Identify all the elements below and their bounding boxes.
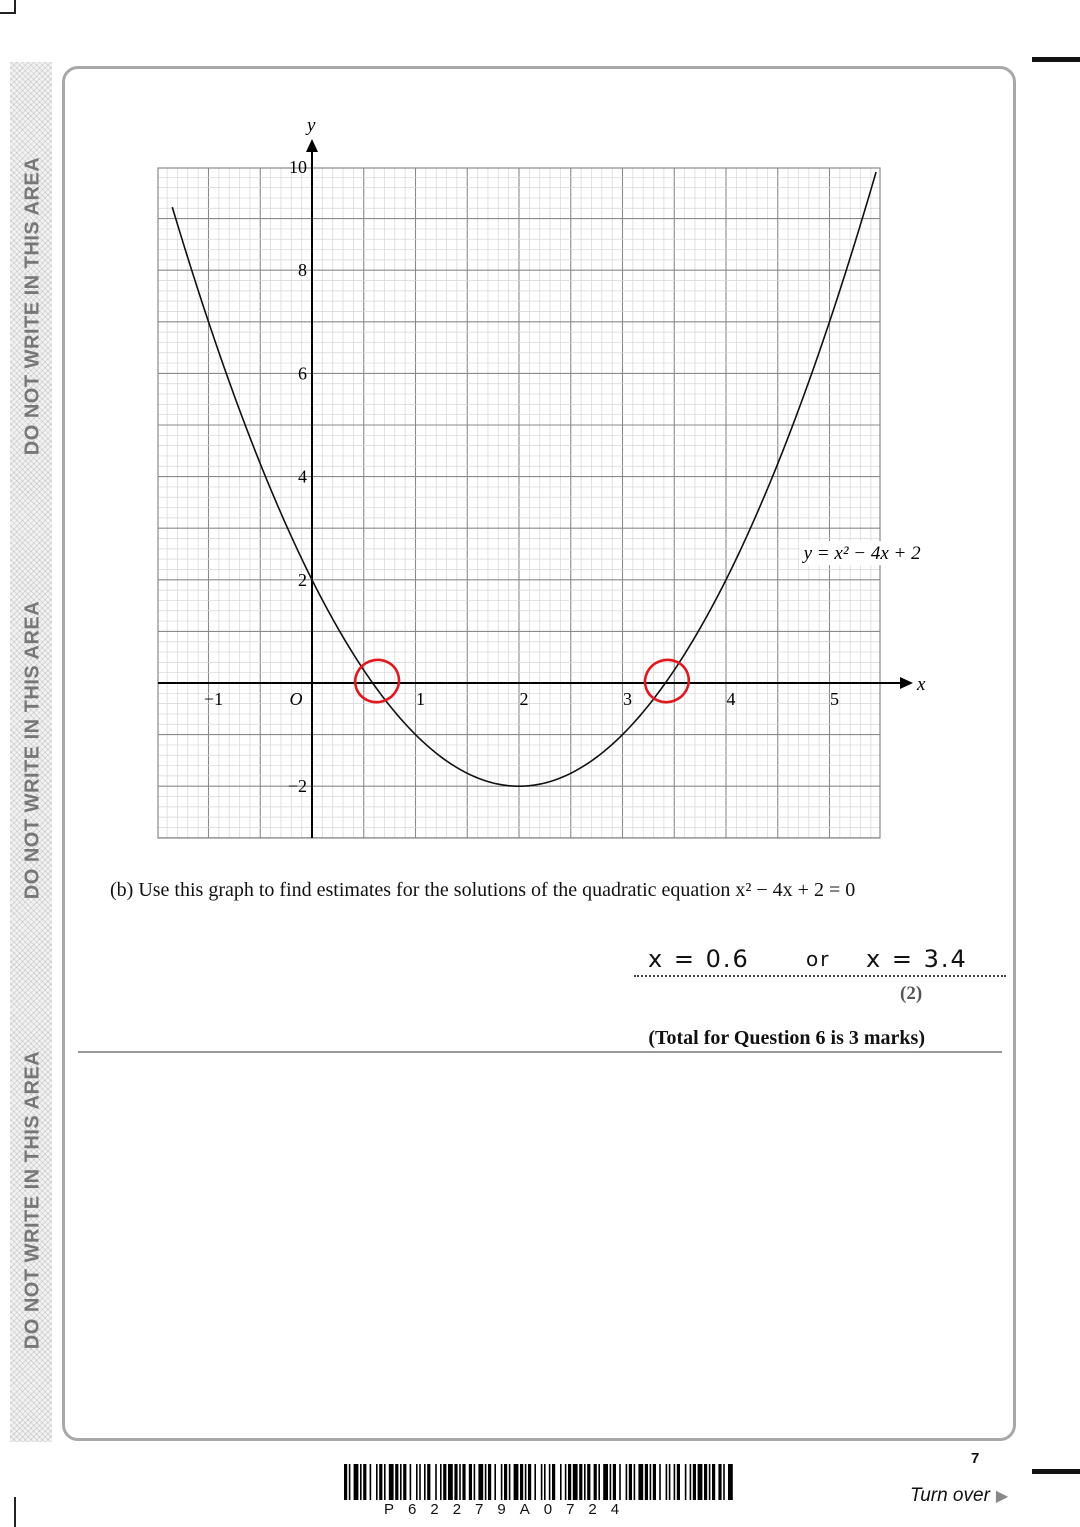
barcode-text: P62279A0724 [384, 1501, 634, 1518]
barcode [344, 1464, 734, 1500]
question-part-b: (b) Use this graph to find estimates for the solutions of the quadratic equation x² − 4x + 2 = 0 [110, 879, 856, 901]
barcode-bar [494, 1464, 496, 1500]
barcode-bar [478, 1464, 483, 1500]
barcode-bar [693, 1464, 696, 1500]
x-tick-label: 3 [623, 689, 632, 709]
barcode-bar [594, 1464, 597, 1500]
margin-warning: DO NOT WRITE IN THIS AREA [21, 600, 44, 900]
barcode-bar [674, 1464, 676, 1500]
barcode-bar [474, 1464, 476, 1500]
barcode-bar [544, 1464, 546, 1500]
barcode-bar [565, 1464, 567, 1500]
y-axis-label: y [307, 115, 316, 136]
barcode-bar [440, 1464, 442, 1500]
barcode-bar [587, 1464, 590, 1500]
barcode-bar [427, 1464, 430, 1500]
barcode-bar [514, 1464, 519, 1500]
answer-solution-1: x = 0.6 [648, 945, 750, 973]
x-tick-label: −1 [203, 689, 224, 709]
divider [78, 1051, 1002, 1053]
barcode-bar [363, 1464, 366, 1500]
y-tick-label: 8 [298, 260, 307, 281]
barcode-bar [379, 1464, 382, 1500]
barcode-bar [573, 1464, 578, 1500]
barcode-bar [501, 1464, 503, 1500]
x-tick-label: 1 [416, 689, 425, 709]
barcode-bar [520, 1464, 523, 1500]
crop-mark [14, 1497, 16, 1527]
barcode-bar [584, 1464, 586, 1500]
y-tick-label: 10 [289, 157, 307, 177]
answer-or: or [806, 947, 831, 971]
turn-over-text: Turn over [910, 1485, 990, 1506]
barcode-bar [712, 1464, 715, 1500]
barcode-bar [459, 1464, 461, 1500]
barcode-bar [629, 1464, 632, 1500]
barcode-bar [395, 1464, 398, 1500]
barcode-bar [488, 1464, 491, 1500]
barcode-bar [509, 1464, 511, 1500]
barcode-bar [677, 1464, 680, 1500]
barcode-bar [728, 1464, 733, 1500]
barcode-bar [525, 1464, 527, 1500]
barcode-bar [384, 1464, 386, 1500]
question-total: (Total for Question 6 is 3 marks) [648, 1027, 925, 1049]
barcode-bar [443, 1464, 446, 1500]
x-tick-label: O [289, 689, 303, 709]
barcode-bar [360, 1464, 362, 1500]
barcode-bar [403, 1464, 406, 1500]
y-axis-arrow-icon [306, 139, 318, 152]
y-tick-label: −2 [287, 776, 307, 797]
barcode-bar [653, 1464, 656, 1500]
barcode-bar [541, 1464, 543, 1500]
barcode-bar [552, 1464, 555, 1500]
edge-mark [1032, 1469, 1080, 1474]
x-tick-label: 4 [726, 689, 736, 709]
barcode-bar [709, 1464, 711, 1500]
barcode-bar [424, 1464, 426, 1500]
barcode-bar [638, 1464, 643, 1500]
barcode-bar [448, 1464, 453, 1500]
barcode-bar [534, 1464, 536, 1500]
barcode-bar [435, 1464, 437, 1500]
barcode-bar [416, 1464, 418, 1500]
page-number: 7 [971, 1450, 980, 1467]
x-axis-label: x [917, 674, 926, 695]
barcode-bar [626, 1464, 628, 1500]
barcode-bar [485, 1464, 487, 1500]
barcode-bar [698, 1464, 703, 1500]
barcode-bar [704, 1464, 707, 1500]
answer-line [634, 975, 1006, 977]
barcode-bar [603, 1464, 608, 1500]
barcode-bar [560, 1464, 562, 1500]
barcode-bar [718, 1464, 721, 1500]
barcode-bar [610, 1464, 612, 1500]
barcode-bar [579, 1464, 582, 1500]
y-tick-label: 4 [298, 466, 307, 487]
barcode-bar [634, 1464, 636, 1500]
margin-warning: DO NOT WRITE IN THIS AREA [21, 1050, 44, 1350]
barcode-bar [370, 1464, 372, 1500]
x-axis-arrow-icon [900, 677, 913, 689]
marks-available: (2) [900, 983, 923, 1004]
barcode-bar [659, 1464, 661, 1500]
barcode-bar [400, 1464, 402, 1500]
barcode-bar [454, 1464, 457, 1500]
barcode-bar [685, 1464, 687, 1500]
barcode-bar [389, 1464, 394, 1500]
barcode-bar [690, 1464, 692, 1500]
barcode-bar [666, 1464, 668, 1500]
margin-warning: DO NOT WRITE IN THIS AREA [21, 156, 44, 456]
barcode-bar [354, 1464, 359, 1500]
y-tick-label: 2 [298, 569, 307, 590]
barcode-bar [528, 1464, 531, 1500]
barcode-bar [462, 1464, 465, 1500]
turn-over-label [910, 1485, 1008, 1507]
barcode-bar [598, 1464, 600, 1500]
barcode-bar [419, 1464, 421, 1500]
barcode-bar [613, 1464, 616, 1500]
barcode-bar [650, 1464, 652, 1500]
barcode-bar [645, 1464, 648, 1500]
barcode-bar [669, 1464, 671, 1500]
barcode-bar [410, 1464, 412, 1500]
x-tick-label: 5 [830, 689, 839, 709]
barcode-bar [344, 1464, 347, 1500]
barcode-bar [723, 1464, 725, 1500]
barcode-bar [504, 1464, 507, 1500]
barcode-bar [376, 1464, 378, 1500]
y-tick-label: 6 [298, 363, 307, 384]
answer-solution-2: x = 3.4 [866, 945, 968, 973]
barcode-bar [349, 1464, 351, 1500]
curve-equation-label: y = x² − 4x + 2 [803, 543, 921, 565]
barcode-bar [469, 1464, 472, 1500]
x-tick-label: 2 [519, 689, 529, 709]
turn-over-arrow-icon: ▶ [995, 1488, 1009, 1505]
barcode-bar [619, 1464, 621, 1500]
barcode-bar [568, 1464, 571, 1500]
barcode-bar [549, 1464, 551, 1500]
